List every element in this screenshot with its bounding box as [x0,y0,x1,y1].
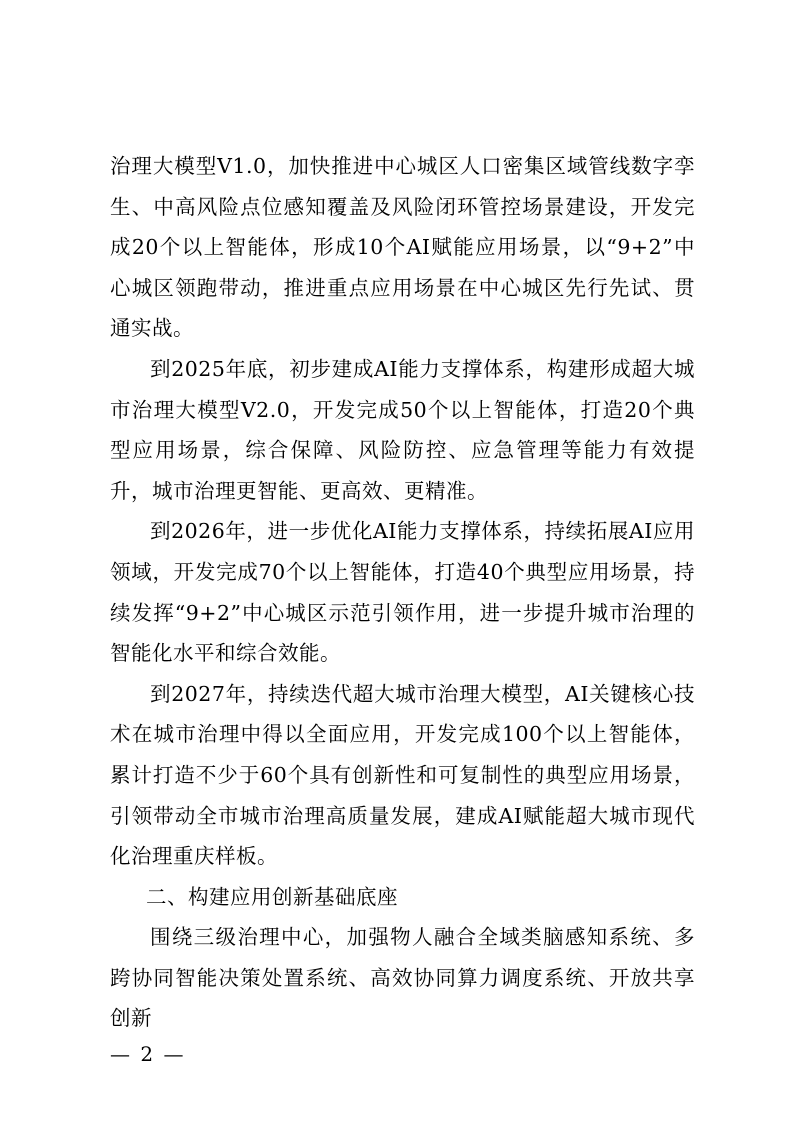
paragraph-2025-goal: 到2025年底，初步建成AI能力支撑体系，构建形成超大城市治理大模型V2.0，开发完成50个以上智能体，打造20个典型应用场景，综合保障、风险防控、应急管理等能力有效提升，城市治理更智能、更高效、更精准。 [110,356,695,503]
paragraph-continuation: 治理大模型V1.0，加快推进中心城区人口密集区域管线数字孪生、中高风险点位感知覆盖及风险闭环管控场景建设，开发完成20个以上智能体，形成10个AI赋能应用场景，以“9+2”中心城区领跑带动，推进重点应用场景在中心城区先行先试、贯通实战。 [110,154,695,341]
page-number: — 2 — [110,1042,186,1066]
paragraph-2027-goal: 到2027年，持续迭代超大城市治理大模型，AI关键核心技术在城市治理中得以全面应用，开发完成100个以上智能体，累计打造不少于60个具有创新性和可复制性的典型应用场景，引领带动全市城市治理高质量发展，建成AI赋能超大城市现代化治理重庆样板。 [110,681,695,869]
section-heading: 二、构建应用创新基础底座 [146,884,398,909]
paragraph-section-intro: 围绕三级治理中心，加强物人融合全域类脑感知系统、多跨协同智能决策处置系统、高效协同算力调度系统、开放共享创新 [110,925,695,1031]
body-text [110,146,695,1039]
paragraph-2026-goal: 到2026年，进一步优化AI能力支撑体系，持续拓展AI应用领域，开发完成70个以上智能体，打造40个典型应用场景，持续发挥“9+2”中心城区示范引领作用，进一步提升城市治理的智能化水平和综合效能。 [110,519,695,666]
